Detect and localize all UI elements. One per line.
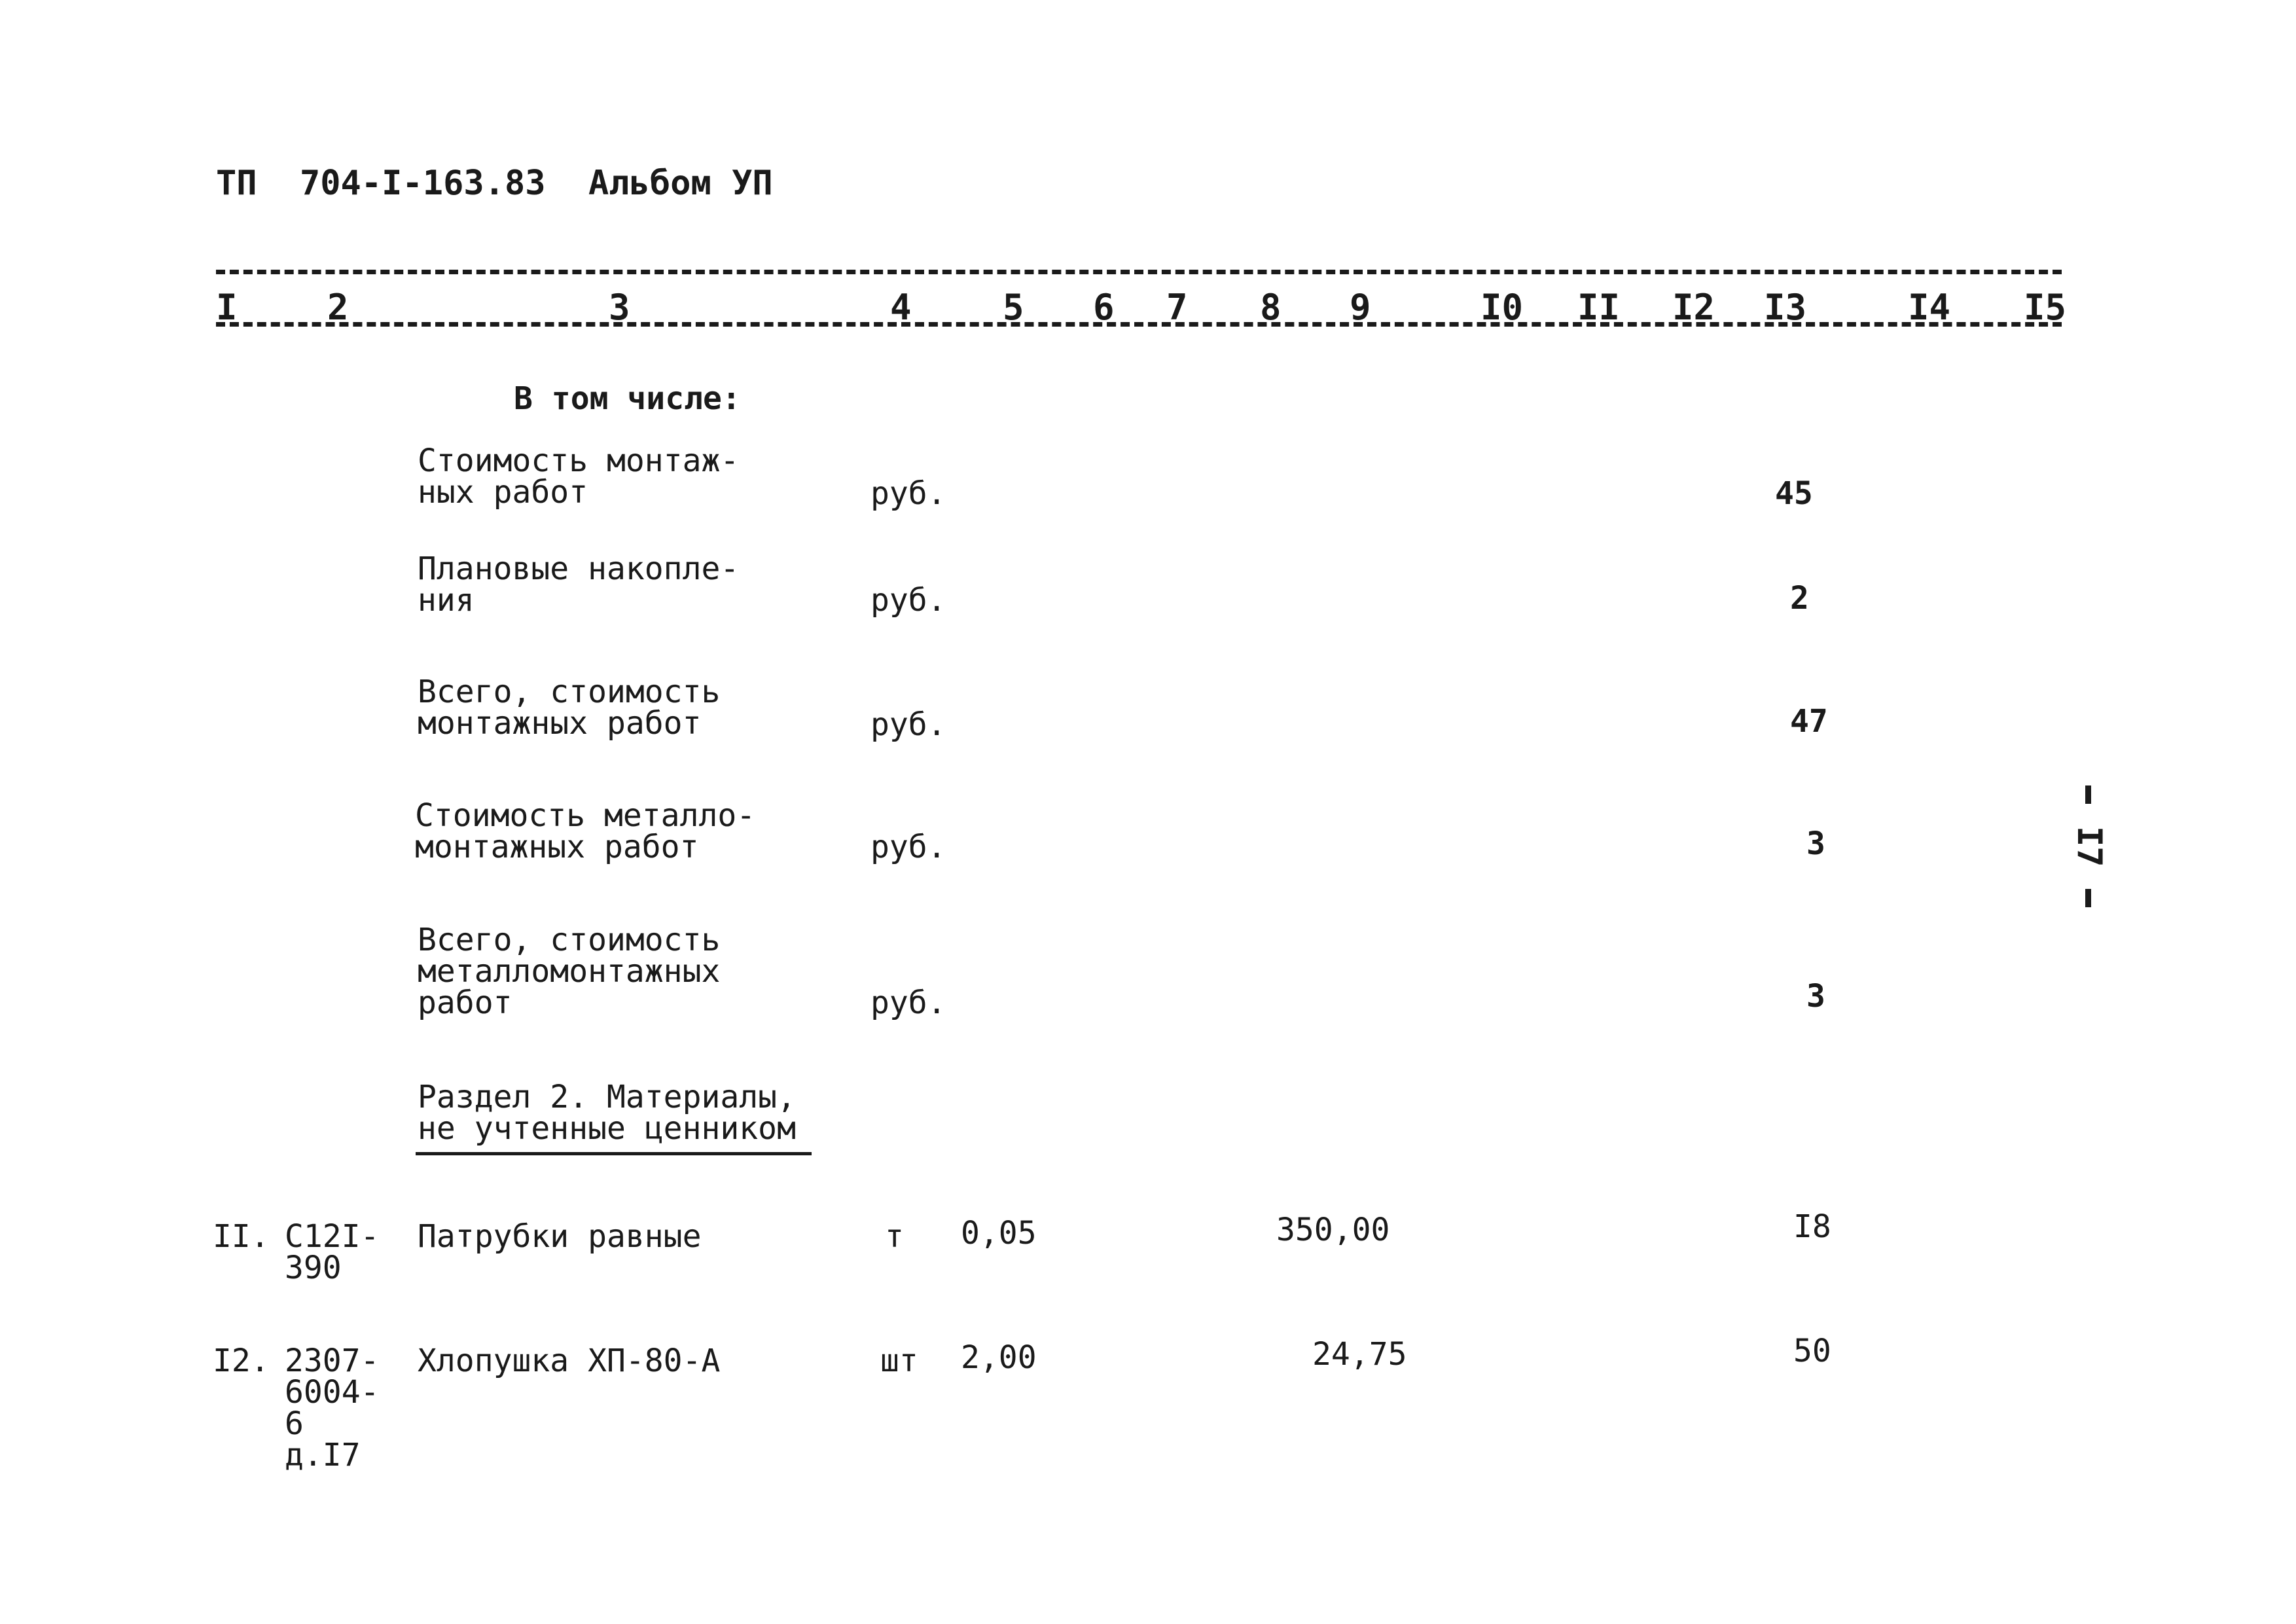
row-unit: руб. <box>870 475 946 512</box>
section-heading: Раздел 2. Материалы, не учтенные ценником <box>418 1079 796 1147</box>
subheading: В том числе: <box>514 380 741 417</box>
column-number: I3 <box>1764 287 1807 328</box>
column-number: 9 <box>1350 287 1371 328</box>
row-total: 47 <box>1790 703 1828 740</box>
row-total: 3 <box>1806 978 1825 1015</box>
side-page-number <box>2070 785 2109 910</box>
title-album: Альбом УП <box>588 164 773 203</box>
section-underline <box>416 1152 812 1155</box>
row-name: Стоимость металло- монтажных работ <box>415 797 756 865</box>
column-number: 4 <box>890 287 912 328</box>
row-unit: руб. <box>870 829 946 865</box>
item-total: I8 <box>1793 1208 1831 1245</box>
item-price: 24,75 <box>1312 1336 1407 1373</box>
item-total: 50 <box>1793 1333 1831 1369</box>
title-prefix: ТП <box>216 164 257 203</box>
item-number: II. <box>213 1218 270 1255</box>
row-unit: руб. <box>870 984 946 1021</box>
column-number: 8 <box>1260 287 1282 328</box>
item-code: C12I- 390 <box>285 1218 380 1286</box>
item-code: 2307- 6004- 6 д.I7 <box>285 1343 380 1473</box>
item-unit: шт <box>880 1343 918 1379</box>
row-name: Стоимость монтаж- ных работ <box>418 442 740 511</box>
title-code: 704-I-163.83 <box>299 164 546 203</box>
column-number: I2 <box>1672 287 1715 328</box>
column-number: I4 <box>1908 287 1951 328</box>
row-name: Всего, стоимость металломонтажных работ <box>418 922 721 1021</box>
header-rule-top <box>216 270 2062 274</box>
column-number: I0 <box>1480 287 1524 328</box>
column-number: 6 <box>1093 287 1115 328</box>
column-number: 5 <box>1003 287 1024 328</box>
row-total: 2 <box>1790 580 1809 617</box>
page-number-dash <box>2085 889 2091 907</box>
page-number-dash <box>2085 785 2091 804</box>
item-name: Хлопушка ХП-80-А <box>418 1343 721 1379</box>
page-number-text: I7 <box>2070 826 2109 867</box>
document-title <box>216 164 795 203</box>
column-number: II <box>1577 287 1621 328</box>
item-price: 350,00 <box>1276 1212 1390 1248</box>
row-unit: руб. <box>870 582 946 619</box>
row-total: 3 <box>1806 825 1825 862</box>
row-name: Всего, стоимость монтажных работ <box>418 674 721 742</box>
column-number: I <box>216 287 238 328</box>
item-unit: т <box>885 1218 904 1255</box>
row-name: Плановые накопле- ния <box>418 550 740 619</box>
item-number: I2. <box>213 1343 270 1379</box>
item-quantity: 2,00 <box>961 1339 1037 1376</box>
column-number: 2 <box>327 287 349 328</box>
row-unit: руб. <box>870 706 946 743</box>
column-number: 7 <box>1166 287 1188 328</box>
item-name: Патрубки равные <box>418 1218 702 1255</box>
item-quantity: 0,05 <box>961 1215 1037 1252</box>
column-number: 3 <box>609 287 630 328</box>
column-number: I5 <box>2024 287 2067 328</box>
row-total: 45 <box>1775 475 1813 512</box>
